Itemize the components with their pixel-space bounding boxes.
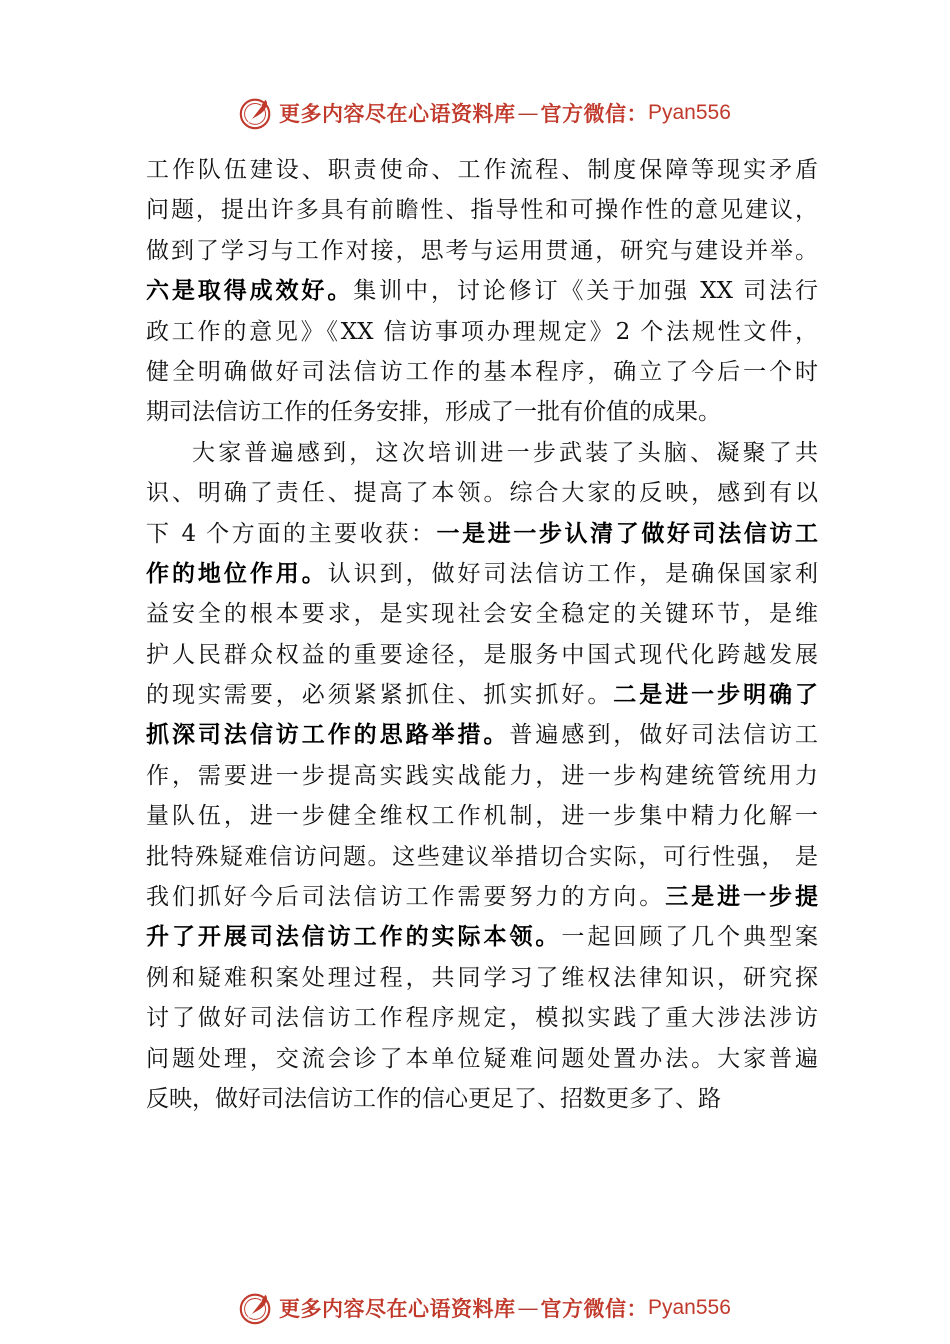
text-line xyxy=(146,271,818,311)
watermark-site-text: 更多内容尽在心语资料库 xyxy=(279,1296,516,1321)
text-line xyxy=(146,877,818,917)
text-line xyxy=(146,190,818,230)
body-text: 集训中，讨论修订《关于加强 XX 司法行 xyxy=(353,278,819,305)
bold-heading: 三是进一步提 xyxy=(665,884,819,911)
text-line xyxy=(146,392,818,432)
text-line xyxy=(146,231,818,271)
body-text: 普遍感到，做好司法信访工 xyxy=(509,722,819,749)
text-line xyxy=(146,150,818,190)
text-line xyxy=(146,594,818,634)
body-text: 做到了学习与工作对接，思考与运用贯通，研究与建设并举。 xyxy=(146,237,818,264)
text-line xyxy=(146,1079,818,1119)
body-text: 讨了做好司法信访工作程序规定，模拟实践了重大涉法涉访 xyxy=(146,1005,818,1032)
text-line xyxy=(146,675,818,715)
document-body xyxy=(146,150,818,1119)
watermark-separator: — xyxy=(517,101,539,125)
body-text: 大家普遍感到，这次培训进一步武装了头脑、凝聚了共 xyxy=(192,439,818,466)
body-text: 认识到，做好司法信访工作，是确保国家利 xyxy=(327,560,819,587)
text-line xyxy=(146,352,818,392)
body-text: 反映，做好司法信访工作的信心更足了、招数更多了、路 xyxy=(146,1085,721,1112)
watermark-label: 官方微信： xyxy=(540,1296,648,1321)
body-text: 益安全的根本要求，是实现社会安全稳定的关键环节，是维 xyxy=(146,601,818,628)
bold-heading: 六是取得成效好。 xyxy=(146,278,354,305)
text-line xyxy=(146,1039,818,1079)
body-text: 的现实需要，必须紧紧抓住、抓实抓好。 xyxy=(146,682,614,709)
text-line xyxy=(146,312,818,352)
bold-heading: 抓深司法信访工作的思路举措。 xyxy=(146,722,510,749)
body-text: 护人民群众权益的重要途径，是服务中国式现代化跨越发展 xyxy=(146,641,818,668)
body-text: 工作队伍建设、职责使命、工作流程、制度保障等现实矛盾 xyxy=(146,157,818,183)
text-line xyxy=(146,958,818,998)
quill-pen-seal-icon xyxy=(237,1289,275,1327)
text-line xyxy=(146,715,818,755)
watermark-account: Pyan556 xyxy=(648,1296,731,1319)
text-line xyxy=(146,554,818,594)
bold-heading: 作的地位作用。 xyxy=(146,560,328,587)
text-line xyxy=(146,796,818,836)
text-line xyxy=(146,433,818,473)
bold-heading: 一是进一步认清了做好司法信访工 xyxy=(436,520,819,547)
text-line xyxy=(146,917,818,957)
bold-heading: 二是进一步明确了 xyxy=(613,682,819,709)
text-line xyxy=(146,635,818,675)
watermark-label: 官方微信： xyxy=(540,101,648,126)
watermark-account: Pyan556 xyxy=(648,101,731,124)
body-text: 政工作的意见》《XX 信访事项办理规定》2 个法规性文件， xyxy=(146,318,818,345)
watermark-site-text: 更多内容尽在心语资料库 xyxy=(279,101,516,126)
body-text: 问题处理，交流会诊了本单位疑难问题处置办法。大家普遍 xyxy=(146,1045,818,1072)
body-text: 下 4 个方面的主要收获： xyxy=(146,520,437,547)
text-line xyxy=(146,473,818,513)
watermark-separator: — xyxy=(517,1296,539,1320)
body-text: 健全明确做好司法信访工作的基本程序，确立了今后一个时 xyxy=(146,358,818,385)
text-line xyxy=(146,756,818,796)
bold-heading: 升了开展司法信访工作的实际本领。 xyxy=(146,924,562,951)
body-text: 作，需要进一步提高实践实战能力，进一步构建统管统用力 xyxy=(146,762,818,789)
quill-pen-seal-icon xyxy=(237,94,275,132)
body-text: 识、明确了责任、提高了本领。综合大家的反映，感到有以 xyxy=(146,480,818,507)
body-text: 量队伍，进一步健全维权工作机制，进一步集中精力化解一 xyxy=(146,803,818,830)
body-text: 一起回顾了几个典型案 xyxy=(561,924,819,951)
body-text: 问题，提出许多具有前瞻性、指导性和可操作性的意见建议， xyxy=(146,197,818,224)
body-text: 例和疑难积案处理过程，共同学习了维权法律知识，研究探 xyxy=(146,964,818,991)
body-text: 期司法信访工作的任务安排，形成了一批有价值的成果。 xyxy=(146,399,721,426)
footer-watermark xyxy=(0,1288,950,1328)
text-line xyxy=(146,514,818,554)
body-text: 批特殊疑难信访问题。这些建议举措切合实际，可行性强， 是 xyxy=(146,843,818,870)
header-watermark xyxy=(0,93,950,133)
text-line xyxy=(146,998,818,1038)
body-text: 我们抓好今后司法信访工作需要努力的方向。 xyxy=(146,884,666,911)
text-line xyxy=(146,837,818,877)
